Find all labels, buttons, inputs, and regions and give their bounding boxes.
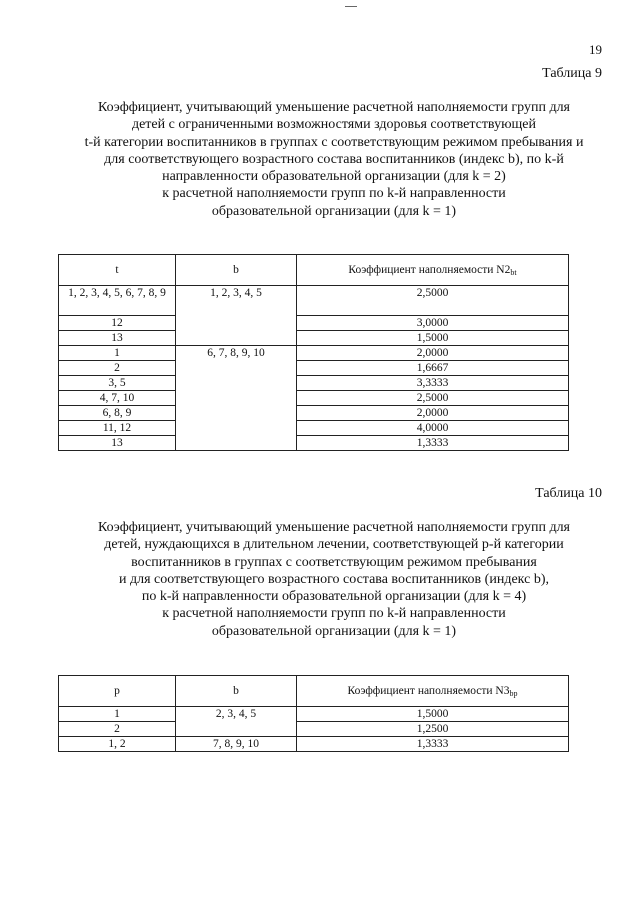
table-row bbox=[59, 737, 569, 752]
cell-coefficient: 3,0000 bbox=[297, 316, 569, 331]
table-row bbox=[59, 361, 569, 376]
cell-b: 2, 3, 4, 5 bbox=[176, 707, 297, 737]
cell-coefficient: 1,3333 bbox=[297, 737, 569, 752]
cell-coefficient: 1,5000 bbox=[297, 331, 569, 346]
cell-b: 1, 2, 3, 4, 5 bbox=[176, 286, 297, 346]
column-header-b: b bbox=[176, 255, 297, 286]
table-10-label: Таблица 10 bbox=[535, 486, 602, 501]
column-header-coefficient-text: Коэффициент наполняемости N3 bbox=[347, 684, 510, 697]
cell-coefficient: 2,0000 bbox=[297, 346, 569, 361]
cell-t: 13 bbox=[59, 436, 176, 451]
cell-coefficient: 2,5000 bbox=[297, 286, 569, 316]
cell-t: 4, 7, 10 bbox=[59, 391, 176, 406]
table-9-title bbox=[60, 99, 608, 220]
table-header-row bbox=[59, 676, 569, 707]
table-row bbox=[59, 286, 569, 316]
table-row bbox=[59, 436, 569, 451]
cell-coefficient: 4,0000 bbox=[297, 421, 569, 436]
column-header-coefficient-subscript: bt bbox=[510, 267, 517, 277]
column-header-coefficient-text: Коэффициент наполняемости N2 bbox=[348, 263, 511, 276]
table-9-title-line: детей с ограниченными возможностями здоровья соответствующей bbox=[131, 117, 537, 133]
cell-b: 7, 8, 9, 10 bbox=[176, 737, 297, 752]
top-dash bbox=[345, 6, 357, 7]
table-9-title-line: к расчетной наполняемости групп по k-й направленности bbox=[162, 186, 506, 202]
table-9-title-line: t-й категории воспитанников в группах с соответствующим режимом пребывания и bbox=[84, 134, 584, 150]
cell-t: 1, 2, 3, 4, 5, 6, 7, 8, 9 bbox=[59, 286, 176, 316]
cell-t: 3, 5 bbox=[59, 376, 176, 391]
column-header-p: p bbox=[59, 676, 176, 707]
table-9-title-line: направленности образовательной организации (для k = 2) bbox=[162, 169, 506, 185]
cell-t: 1 bbox=[59, 346, 176, 361]
table-row bbox=[59, 376, 569, 391]
cell-coefficient: 3,3333 bbox=[297, 376, 569, 391]
table-row bbox=[59, 421, 569, 436]
table-row bbox=[59, 346, 569, 361]
table-row bbox=[59, 406, 569, 421]
table-9-title-line: образовательной организации (для k = 1) bbox=[211, 203, 457, 219]
column-header-coefficient-subscript: bp bbox=[509, 688, 518, 698]
table-10-title-line: к расчетной наполняемости групп по k-й направленности bbox=[162, 606, 506, 622]
cell-p: 1 bbox=[59, 707, 176, 722]
column-header-coefficient bbox=[297, 676, 569, 707]
cell-coefficient: 1,2500 bbox=[297, 722, 569, 737]
column-header-b: b bbox=[176, 676, 297, 707]
cell-p: 2 bbox=[59, 722, 176, 737]
cell-t: 13 bbox=[59, 331, 176, 346]
cell-coefficient: 2,5000 bbox=[297, 391, 569, 406]
cell-coefficient: 1,6667 bbox=[297, 361, 569, 376]
table-10 bbox=[58, 675, 569, 752]
table-10-title-line: по k-й направленности образовательной организации (для k = 4) bbox=[141, 589, 527, 605]
table-9-title-line: Коэффициент, учитывающий уменьшение расчетной наполняемости групп для bbox=[97, 100, 570, 115]
cell-t: 6, 8, 9 bbox=[59, 406, 176, 421]
page-number: 19 bbox=[589, 42, 602, 57]
table-10-title-line: и для соответствующего возрастного состава воспитанников (индекс b), bbox=[119, 571, 549, 587]
cell-b: 6, 7, 8, 9, 10 bbox=[176, 346, 297, 451]
cell-t: 12 bbox=[59, 316, 176, 331]
table-row bbox=[59, 722, 569, 737]
cell-t: 2 bbox=[59, 361, 176, 376]
table-row bbox=[59, 316, 569, 331]
table-9-title-line: для соответствующего возрастного состава воспитанников (индекс b), по k-й bbox=[104, 151, 564, 167]
column-header-t: t bbox=[59, 255, 176, 286]
table-10-title-line: образовательной организации (для k = 1) bbox=[211, 623, 457, 639]
cell-coefficient: 2,0000 bbox=[297, 406, 569, 421]
table-10-title-line: Коэффициент, учитывающий уменьшение расчетной наполняемости групп для bbox=[97, 520, 570, 535]
table-10-title-line: детей, нуждающихся в длительном лечении, соответствующей p-й категории bbox=[104, 537, 564, 553]
table-row bbox=[59, 331, 569, 346]
table-row bbox=[59, 707, 569, 722]
table-9 bbox=[58, 254, 569, 451]
cell-coefficient: 1,5000 bbox=[297, 707, 569, 722]
table-row bbox=[59, 391, 569, 406]
table-header-row bbox=[59, 255, 569, 286]
column-header-coefficient bbox=[297, 255, 569, 286]
cell-coefficient: 1,3333 bbox=[297, 436, 569, 451]
table-10-title-line: воспитанников в группах с соответствующим режимом пребывания bbox=[131, 554, 537, 570]
cell-p: 1, 2 bbox=[59, 737, 176, 752]
table-10-title bbox=[60, 519, 608, 640]
table-9-label: Таблица 9 bbox=[542, 66, 602, 81]
cell-t: 11, 12 bbox=[59, 421, 176, 436]
